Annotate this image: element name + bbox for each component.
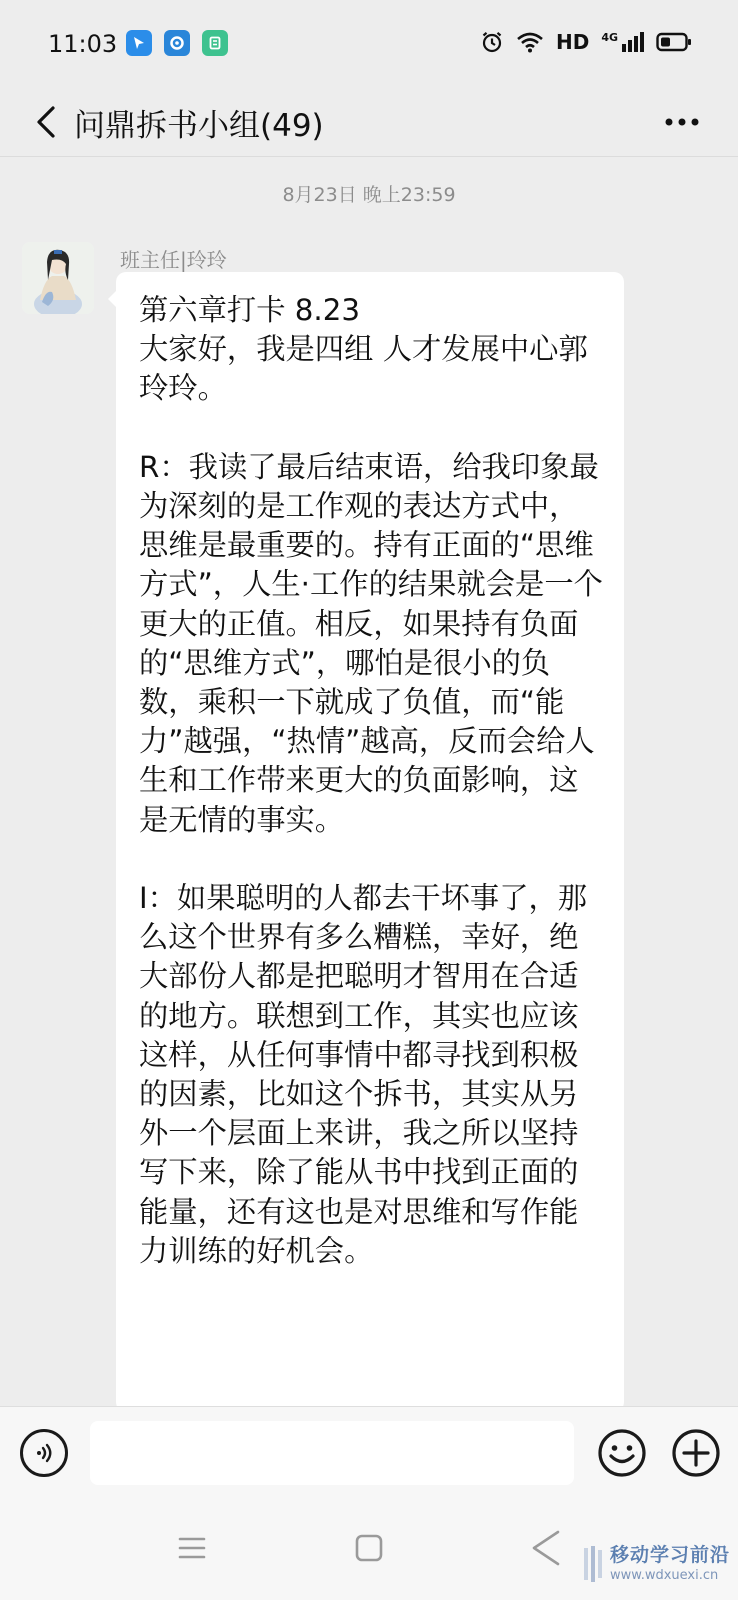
chevron-left-icon xyxy=(35,105,57,139)
watermark-logo-icon xyxy=(582,1544,604,1584)
sender-name: 班主任|玲玲 xyxy=(120,248,227,272)
menu-icon[interactable] xyxy=(170,1528,214,1568)
watermark-url: www.wdxuexi.cn xyxy=(610,1568,719,1583)
notification-icons xyxy=(126,30,228,56)
circle-app-icon xyxy=(164,30,190,56)
voice-button[interactable] xyxy=(20,1429,68,1477)
more-dots-icon xyxy=(664,117,700,127)
message-bubble[interactable] xyxy=(116,272,624,1412)
input-bar xyxy=(0,1406,738,1499)
chat-header xyxy=(0,88,738,156)
voice-icon xyxy=(32,1441,56,1465)
chat-timestamp: 8月23日 晚上23:59 xyxy=(282,184,456,206)
nav-back-icon[interactable] xyxy=(526,1526,566,1570)
network-type: HD xyxy=(555,30,590,54)
back-button[interactable] xyxy=(20,96,72,148)
watermark-name: 移动学习前沿 xyxy=(610,1544,731,1566)
watermark xyxy=(582,1544,730,1584)
message-input[interactable] xyxy=(90,1421,574,1485)
wifi-icon xyxy=(516,31,544,53)
plus-icon[interactable] xyxy=(670,1427,722,1479)
pin-app-icon xyxy=(126,30,152,56)
status-icons xyxy=(480,30,692,54)
emoji-icon[interactable] xyxy=(596,1427,648,1479)
header-divider xyxy=(0,156,738,157)
status-time: 11:03 xyxy=(48,30,118,58)
avatar[interactable] xyxy=(22,242,94,314)
battery-icon xyxy=(656,32,692,52)
signal-icon: 4G xyxy=(601,32,644,52)
alarm-icon xyxy=(480,30,504,54)
box-app-icon xyxy=(202,30,228,56)
more-button[interactable] xyxy=(656,96,708,148)
status-bar xyxy=(0,0,738,88)
avatar-illustration-icon xyxy=(22,242,94,314)
home-icon[interactable] xyxy=(352,1528,386,1568)
chat-title: 问鼎拆书小组(49) xyxy=(74,108,324,144)
message-text: 第六章打卡 8.23 大家好，我是四组 人才发展中心郭玲玲。 R：我读了最后结束语，给我印象最为深刻的是工作观的表达方式中，思维是最重要的。持有正面的“思维方式”，人生·工作的结果就会是一个更大的正值。相反，如果持有负面的“思维方式”，哪怕是很小的负数，乘积一下就成了负值，而“能力”越强，“热情”越高，反而会给人生和工作带来更大的负面影响，这是无情的事实。 I：如果聪明的人都去干坏事了，那么这个世界有多么糟糕，幸好，绝大部份人都是把聪明才智用在合适的地方。联想到工作，其实也应该这样，从任何事情中都寻找到积极的因素，比如这个拆书，其实从另外一个层面上来讲，我之所以坚持写下来，除了能从书中找到正面的能量，还有这也是对思维和写作能力训练的好机会。 xyxy=(139,293,603,1268)
